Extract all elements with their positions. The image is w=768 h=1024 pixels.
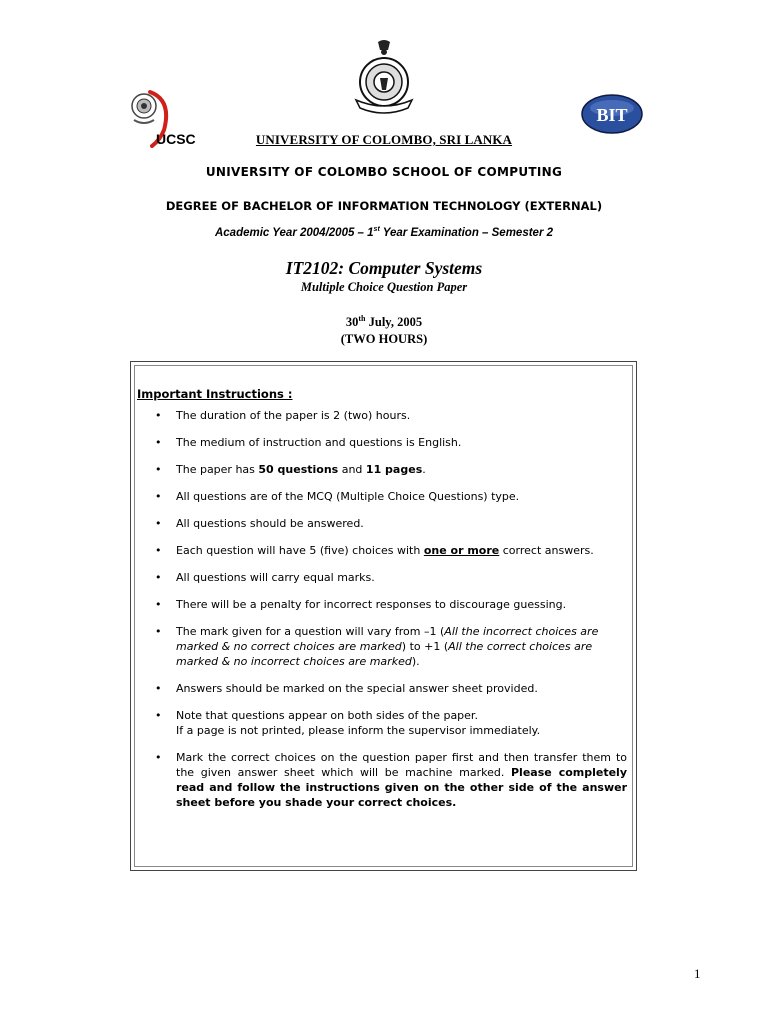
exam-duration: (TWO HOURS) xyxy=(340,332,428,347)
list-item: • Each question will have 5 (five) choices with one or more correct answers. xyxy=(155,544,594,557)
list-item: • All questions are of the MCQ (Multiple Choice Questions) type. xyxy=(155,490,520,503)
school-name: UNIVERSITY OF COLOMBO SCHOOL OF COMPUTING xyxy=(205,165,563,179)
university-name: UNIVERSITY OF COLOMBO, SRI LANKA xyxy=(255,132,513,147)
instructions-list xyxy=(152,408,627,822)
list-item: • All questions should be answered. xyxy=(155,517,364,530)
course-title: IT2102: Computer Systems xyxy=(285,258,483,278)
list-item: • Mark the correct choices on the question paper first and then transfer them to the given answer sheet which will be machine marked. Please completely read and follow the instructions given on the other side of the answer sheet before you shade your correct choices. xyxy=(155,751,628,809)
page-number: 1 xyxy=(694,966,701,981)
list-item: • The mark given for a question will vary from –1 (All the incorrect choices are marked & no correct choices are marked) to +1 (All the correct choices are marked & no incorrect choices are marked). xyxy=(155,625,599,668)
list-item: • The duration of the paper is 2 (two) hours. xyxy=(155,409,411,422)
svg-text:UCSC: UCSC xyxy=(156,131,196,147)
bit-logo xyxy=(580,92,644,136)
list-item: • The medium of instruction and questions is English. xyxy=(155,436,462,449)
list-item: • The paper has 50 questions and 11 pages. xyxy=(155,463,426,476)
instructions-title: Important Instructions : xyxy=(137,387,293,401)
exam-date: 30th July, 2005 (TWO HOURS) xyxy=(0,310,768,348)
svg-text:BIT: BIT xyxy=(596,105,628,125)
list-item: • Answers should be marked on the special answer sheet provided. xyxy=(155,682,538,695)
academic-year: Academic Year 2004/2005 – 1st Year Examination – Semester 2 xyxy=(214,226,554,239)
university-crest xyxy=(342,38,426,118)
degree-name: DEGREE OF BACHELOR OF INFORMATION TECHNOLOGY (EXTERNAL) xyxy=(165,199,603,213)
list-item: • Note that questions appear on both sides of the paper. If a page is not printed, please inform the supervisor immediately. xyxy=(155,709,541,737)
list-item: • All questions will carry equal marks. xyxy=(155,571,375,584)
paper-type: Multiple Choice Question Paper xyxy=(300,280,468,294)
list-item: • There will be a penalty for incorrect responses to discourage guessing. xyxy=(155,598,567,611)
